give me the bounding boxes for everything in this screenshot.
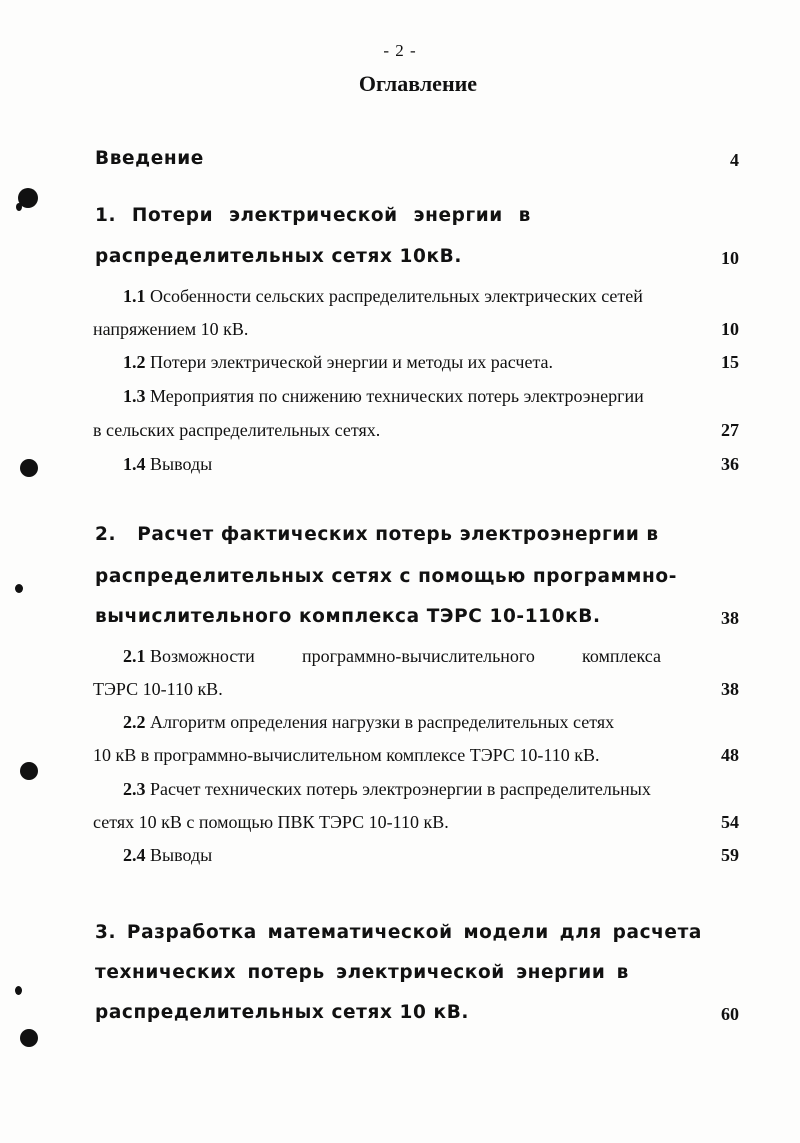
toc-ch3-word: для	[559, 922, 602, 943]
toc-s13-line1	[123, 386, 644, 407]
toc-s12-page: 15	[721, 352, 739, 372]
toc-s24-text: Выводы	[150, 845, 213, 865]
toc-s23-line1	[123, 779, 651, 800]
toc-ch3-word: модели	[463, 922, 549, 943]
binder-hole-mark	[20, 762, 38, 780]
toc-ch1-line1	[95, 205, 531, 226]
toc-ch2-page: 38	[721, 608, 739, 628]
page-number: - 2 -	[383, 41, 417, 60]
toc-ch3-word: технических	[95, 962, 237, 983]
toc-s24-line1	[123, 845, 212, 866]
toc-ch3-line2	[95, 962, 629, 983]
toc-s23-page: 54	[721, 812, 739, 832]
toc-ch3-word: энергии	[516, 962, 606, 983]
toc-s22-text: Алгоритм определения нагрузки в распределительных сетях	[150, 712, 615, 732]
toc-s23-num: 2.3	[123, 779, 146, 799]
toc-s13-page: 27	[721, 420, 739, 440]
binder-hole-mark	[20, 459, 38, 477]
toc-ch3-line1	[95, 922, 702, 943]
toc-ch2-line2: распределительных сетях с помощью программно-	[95, 566, 677, 587]
toc-ch1-word: Потери	[131, 205, 214, 226]
toc-ch1-word: электрической	[228, 205, 398, 226]
toc-ch3-word: математической	[267, 922, 453, 943]
toc-ch3-word: 3.	[95, 922, 117, 943]
toc-s11-text: Особенности сельских распределительных электрических сетей	[150, 286, 643, 306]
toc-title: Оглавление	[358, 71, 478, 96]
toc-s21-line1	[123, 646, 661, 667]
toc-s23-line2: сетях 10 кВ с помощью ПВК ТЭРС 10-110 кВ.	[93, 812, 449, 832]
toc-ch2-line3: вычислительного комплекса ТЭРС 10-110кВ.	[95, 606, 601, 627]
toc-ch1-page: 10	[721, 248, 739, 268]
toc-intro-label: Введение	[95, 148, 204, 169]
toc-s21-first	[123, 646, 255, 667]
toc-s13-num: 1.3	[123, 386, 146, 406]
toc-s21-word: программно-вычислительного	[301, 646, 535, 666]
toc-s21-word: Возможности	[150, 646, 255, 666]
toc-s22-page: 48	[721, 745, 739, 765]
toc-s22-line1	[123, 712, 614, 733]
toc-s12-text: Потери электрической энергии и методы их расчета.	[150, 352, 554, 372]
toc-s14-num: 1.4	[123, 454, 146, 474]
toc-s24-page: 59	[721, 845, 739, 865]
toc-s24-num: 2.4	[123, 845, 146, 865]
toc-ch3-word: потерь	[247, 962, 325, 983]
toc-ch1-word: в	[518, 205, 531, 226]
toc-s21-line2: ТЭРС 10-110 кВ.	[93, 679, 223, 699]
toc-s11-line1	[123, 286, 643, 307]
toc-ch3-page: 60	[721, 1004, 739, 1024]
toc-s12-num: 1.2	[123, 352, 146, 372]
binder-hole-mark	[16, 203, 22, 211]
binder-hole-mark	[20, 1029, 38, 1047]
toc-ch3-word: Разработка	[126, 922, 257, 943]
toc-s13-line2: в сельских распределительных сетях.	[93, 420, 381, 440]
toc-s14-line1	[123, 454, 212, 475]
toc-s21-word: комплекса	[582, 646, 661, 666]
toc-ch3-word: в	[616, 962, 629, 983]
toc-s13-text: Мероприятия по снижению технических потерь электроэнергии	[150, 386, 644, 406]
toc-s11-line2: напряжением 10 кВ.	[93, 319, 249, 339]
toc-s12-line1	[123, 352, 553, 373]
toc-s11-page: 10	[721, 319, 739, 339]
toc-ch2-line1: 2. Расчет фактических потерь электроэнергии в	[95, 524, 659, 545]
toc-ch3-word: расчета	[612, 922, 702, 943]
toc-ch3-word: электрической	[336, 962, 505, 983]
binder-hole-mark	[15, 986, 22, 995]
toc-intro-page: 4	[730, 150, 739, 170]
binder-hole-mark	[15, 584, 23, 593]
toc-s23-text: Расчет технических потерь электроэнергии в распределительных	[150, 779, 651, 799]
toc-s11-num: 1.1	[123, 286, 146, 306]
toc-s22-line2: 10 кВ в программно-вычислительном комплексе ТЭРС 10-110 кВ.	[93, 745, 600, 765]
toc-s14-text: Выводы	[150, 454, 213, 474]
toc-s14-page: 36	[721, 454, 739, 474]
toc-ch1-word: энергии	[413, 205, 503, 226]
toc-ch1-word: 1.	[95, 205, 117, 226]
toc-s22-num: 2.2	[123, 712, 146, 732]
toc-ch3-line3: распределительных сетях 10 кВ.	[95, 1002, 470, 1023]
toc-s21-page: 38	[721, 679, 739, 699]
toc-s21-num: 2.1	[123, 646, 146, 666]
toc-ch1-line2: распределительных сетях 10кВ.	[95, 246, 462, 267]
